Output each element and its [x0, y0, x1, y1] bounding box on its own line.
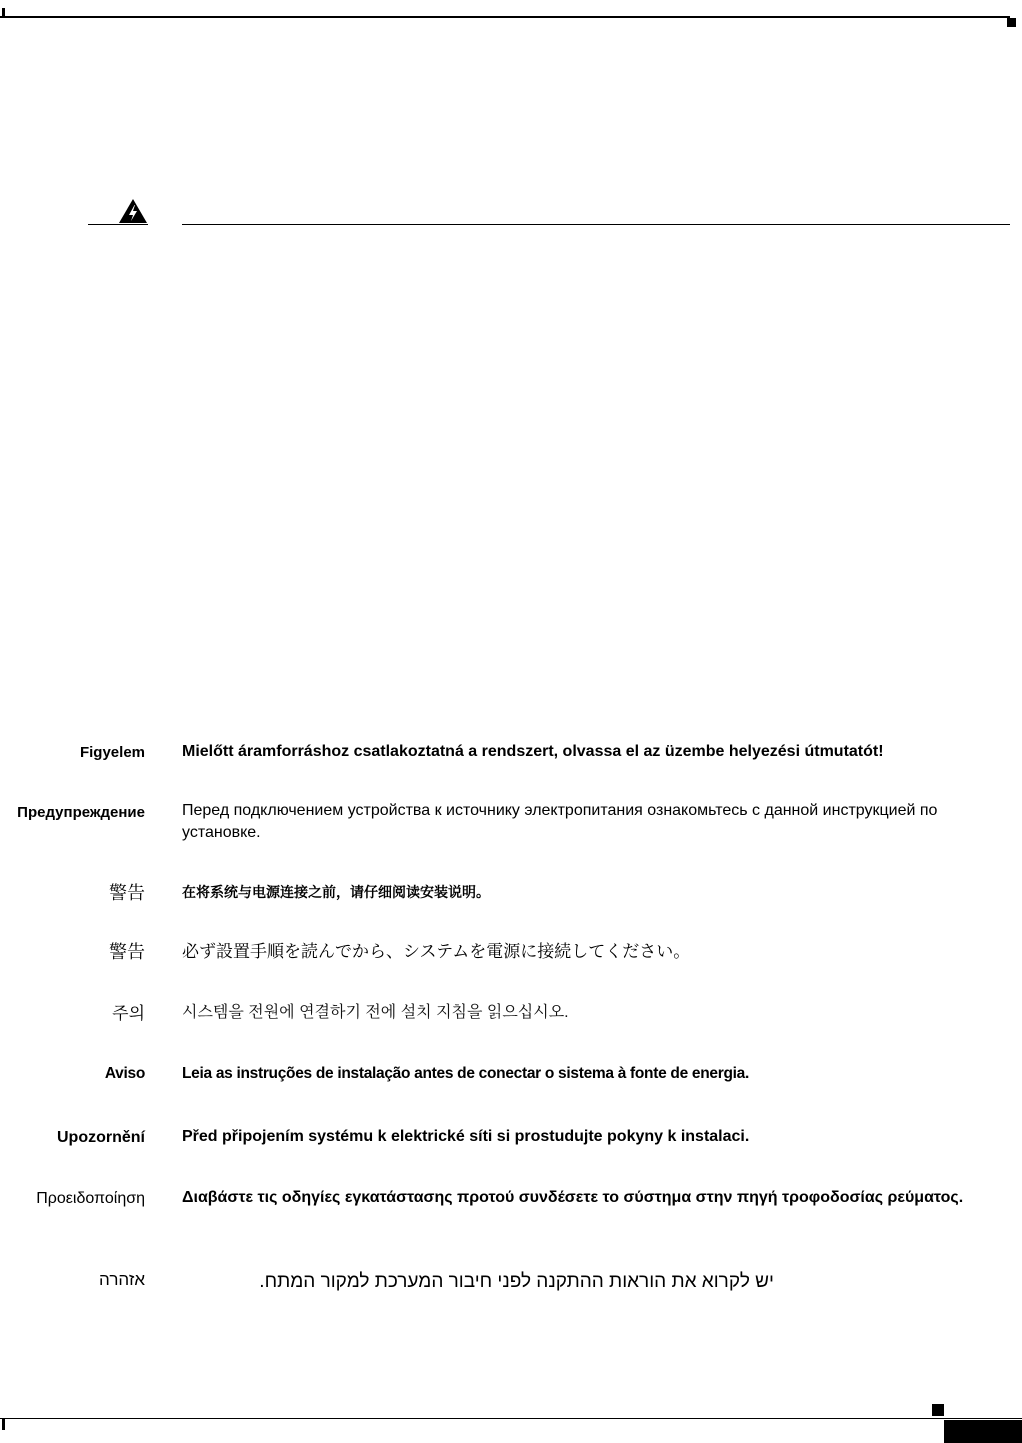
warning-label-chinese: 警告	[109, 883, 145, 903]
header-marker	[1007, 18, 1016, 27]
warning-text-russian: Перед подключением устройства к источнику электропитания ознакомьтесь с данной инструкцией по установке.	[182, 802, 938, 841]
warning-text-korean: 시스템을 전원에 연결하기 전에 설치 지침을 읽으십시오.	[182, 1004, 569, 1021]
footer-rule	[0, 1418, 1022, 1419]
bottom-left-tick	[2, 1418, 5, 1430]
warning-text-chinese: 在将系统与电源连接之前，请仔细阅读安装说明。	[182, 884, 490, 900]
warning-label-greek: Προειδοποίηση	[36, 1190, 145, 1207]
page-number-tab	[944, 1420, 1022, 1443]
footer-marker	[932, 1404, 944, 1416]
warning-label-japanese: 警告	[109, 942, 145, 962]
warning-label-hebrew: אזהרה	[99, 1270, 145, 1289]
warning-text-portuguese: Leia as instruções de instalação antes de conectar o sistema à fonte de energia.	[182, 1065, 749, 1082]
warning-label-russian: Предупреждение	[17, 804, 145, 821]
warning-text-japanese: 必ず設置手順を読んでから、システムを電源に接続してください。	[182, 942, 691, 961]
warning-label-czech: Upozornění	[57, 1129, 145, 1146]
warning-text-hebrew: יש לקרוא את הוראות ההתקנה לפני חיבור המערכת למקור המתח.	[259, 1271, 774, 1292]
warning-label-hungarian: Figyelem	[79, 744, 145, 761]
warning-label-korean: 주의	[112, 1004, 145, 1023]
warning-text-czech: Před připojením systému k elektrické síti si prostudujte pokyny k instalaci.	[182, 1128, 750, 1145]
header-rule	[0, 16, 1010, 18]
warning-label-portuguese: Aviso	[104, 1065, 145, 1082]
warning-rule	[182, 224, 1010, 225]
warning-text-greek: Διαβάστε τις οδηγίες εγκατάστασης προτού συνδέσετε το σύστημα στην πηγή τροφοδοσίας ρεύματος.	[182, 1189, 964, 1206]
warning-rule-left	[88, 224, 148, 225]
warning-text-hungarian: Mielőtt áramforráshoz csatlakoztatná a rendszert, olvassa el az üzembe helyezési útmutatót!	[182, 743, 884, 760]
